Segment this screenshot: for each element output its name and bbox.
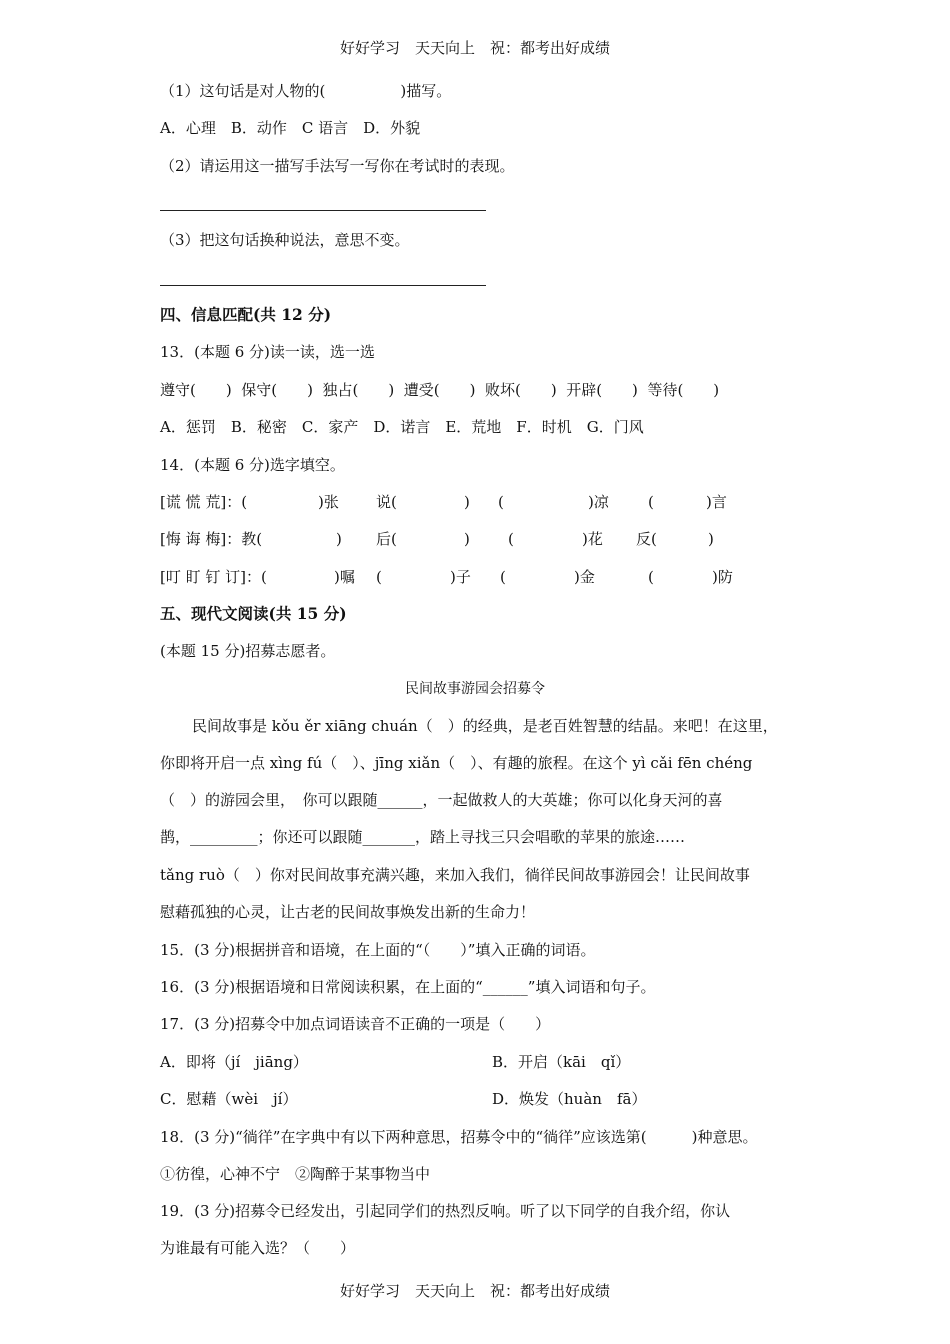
q12-sub1-options: A．心理 B．动作 C 语言 D．外貌 [160, 119, 421, 137]
q18-meanings: ①彷徨，心神不宁 ②陶醉于某事物当中 [160, 1165, 431, 1183]
q18: 18．(3 分)“徜徉”在字典中有以下两种意思，招募令中的“徜徉”应该选第( )种意思。 [160, 1128, 758, 1146]
q14-cell: ( [498, 493, 504, 511]
passage-line: 民间故事是 kǒu ěr xiāng chuán（ ）的经典，是老百姓智慧的结晶。来吧！在这里， [192, 717, 778, 735]
q14-cell: 说( [376, 493, 397, 511]
section4-title: 四、信息匹配(共 12 分) [160, 305, 332, 324]
page-header: 好好学习 天天向上 祝：都考出好成绩 [339, 39, 610, 57]
page-footer: 好好学习 天天向上 祝：都考出好成绩 [339, 1282, 610, 1300]
q15: 15．(3 分)根据拼音和语境，在上面的“（ ）”填入正确的词语。 [160, 941, 596, 959]
q14-cell: ) [464, 530, 470, 548]
q14-cell: )张 [318, 493, 339, 511]
q14-cell: ) [464, 493, 470, 511]
q14-cell: ) [336, 530, 342, 548]
q14-cell: ( [648, 493, 654, 511]
q14-cell: ( [500, 568, 506, 586]
q14-cell: )金 [574, 568, 595, 586]
q14-cell: ( [508, 530, 514, 548]
section5-intro: (本题 15 分)招募志愿者。 [160, 642, 336, 660]
q14-cell: ( [376, 568, 382, 586]
q14-cell: )凉 [588, 493, 609, 511]
q14-cell: [叮 盯 钉 订]：( [160, 568, 267, 586]
q17-option-d: D．焕发（huàn fā） [492, 1090, 647, 1108]
q13-title: 13．(本题 6 分)读一读，选一选 [160, 343, 375, 361]
q17-option-b: B．开启（kāi qǐ） [492, 1053, 631, 1071]
q13-options: A．惩罚 B．秘密 C．家产 D．诺言 E．荒地 F．时机 G．门风 [160, 418, 644, 436]
q12-sub2: （2）请运用这一描写手法写一写你在考试时的表现。 [160, 157, 515, 175]
q12-sub1: （1）这句话是对人物的( )描写。 [160, 82, 452, 100]
q14-cell: ( [648, 568, 654, 586]
passage-line: 慰藉孤独的心灵，让古老的民间故事焕发出新的生命力！ [160, 903, 536, 921]
q19-line-2: 为谁最有可能入选？（ ） [160, 1239, 356, 1257]
q14-cell: )言 [706, 493, 727, 511]
q14-cell: 反( [636, 530, 657, 548]
q19-line-1: 19．(3 分)招募令已经发出，引起同学们的热烈反响。听了以下同学的自我介绍，你认 [160, 1202, 731, 1220]
passage-line: 鹊，_________；你还可以跟随_______，踏上寻找三只会唱歌的苹果的旅途…… [160, 828, 686, 846]
passage-title: 民间故事游园会招募令 [405, 681, 545, 697]
q14-cell: )花 [582, 530, 603, 548]
q17-option-c: C．慰藉（wèi jí） [160, 1090, 298, 1108]
q12-sub3: （3）把这句话换种说法，意思不变。 [160, 231, 410, 249]
q17: 17．(3 分)招募令中加点词语读音不正确的一项是（ ） [160, 1015, 551, 1033]
q14-cell: 后( [376, 530, 397, 548]
q14-title: 14．(本题 6 分)选字填空。 [160, 456, 345, 474]
passage-line: （ ）的游园会里， 你可以跟随______，一起做救人的大英雄；你可以化身天河的喜 [160, 791, 723, 809]
q14-cell: )防 [712, 568, 733, 586]
q14-cell: [谎 慌 荒]：( [160, 493, 248, 511]
passage-line: tǎng ruò（ ）你对民间故事充满兴趣，来加入我们，徜徉民间故事游园会！让民间故事 [160, 866, 750, 884]
q17-option-a: A．即将（jí jiāng） [160, 1053, 308, 1071]
passage-line: 你即将开启一点 xìng fú（ ）、jīng xiǎn（ ）、有趣的旅程。在这个 yì cǎi fēn chéng [160, 754, 753, 772]
q13-words: 遵守( ) 保守( ) 独占( ) 遭受( ) 败坏( ) 开辟( ) 等待( ) [160, 381, 720, 399]
q16: 16．(3 分)根据语境和日常阅读积累，在上面的“______”填入词语和句子。 [160, 978, 656, 996]
q14-cell: )子 [450, 568, 471, 586]
q14-cell: [悔 诲 梅]：教( [160, 530, 263, 548]
q14-cell: ) [708, 530, 714, 548]
answer-line-2 [160, 285, 486, 286]
q14-cell: )嘱 [334, 568, 355, 586]
section5-title: 五、现代文阅读(共 15 分) [160, 604, 347, 623]
answer-line-1 [160, 210, 486, 211]
